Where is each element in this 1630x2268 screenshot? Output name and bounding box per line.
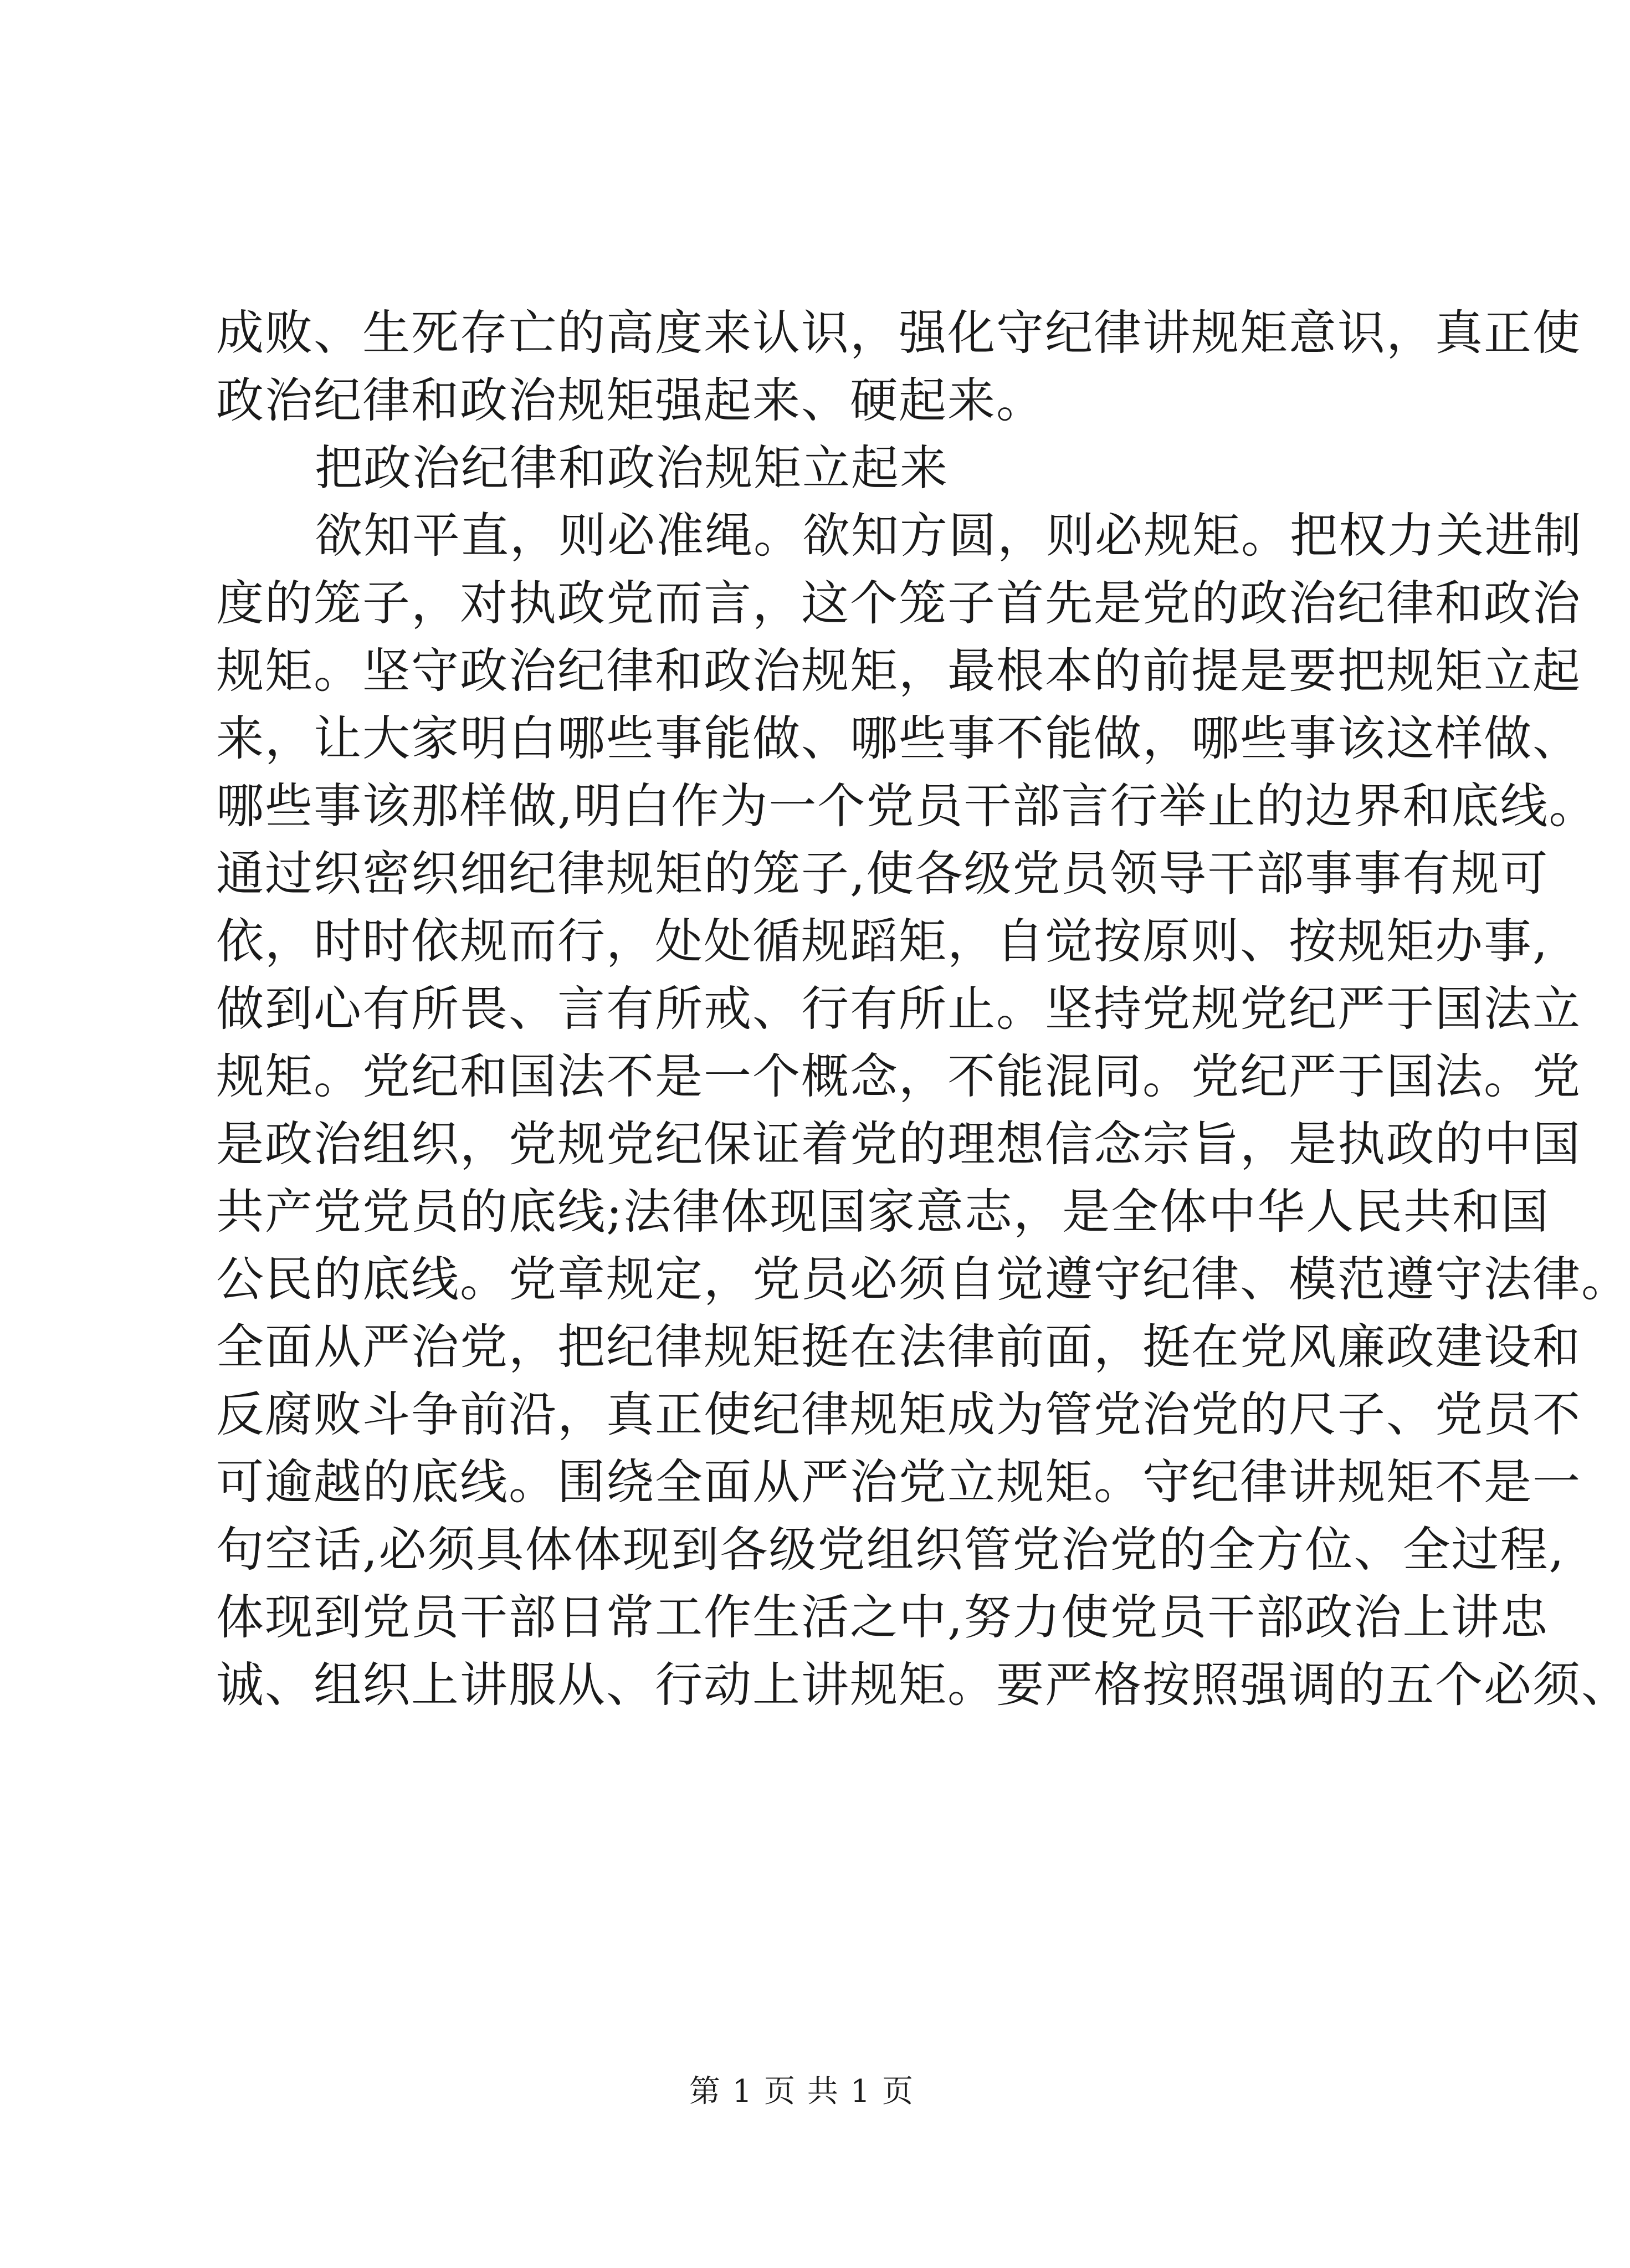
text-line: 规矩。坚守政治纪律和政治规矩，最根本的前提是要把规矩立起 — [216, 643, 1581, 699]
text-line: 反腐败斗争前沿，真正使纪律规矩成为管党治党的尺子、党员不 — [216, 1387, 1581, 1442]
text-line: 句空话,必须具体体现到各级党组织管党治党的全方位、全过程, — [216, 1522, 1565, 1578]
text-line: 通过织密织细纪律规矩的笼子,使各级党员领导干部事事有规可 — [216, 846, 1549, 902]
text-line: 可逾越的底线。围绕全面从严治党立规矩。守纪律讲规矩不是一 — [216, 1455, 1581, 1510]
document-body — [216, 299, 1630, 1719]
text-line: 度的笼子，对执政党而言，这个笼子首先是党的政治纪律和政治 — [216, 576, 1581, 631]
section-heading: 把政治纪律和政治规矩立起来 — [315, 441, 949, 496]
text-line: 政治纪律和政治规矩强起来、硬起来。 — [216, 373, 1045, 428]
text-line: 欲知平直，则必准绳。欲知方圆，则必规矩。把权力关进制 — [315, 508, 1582, 564]
text-line: 成败、生死存亡的高度来认识，强化守纪律讲规矩意识，真正使 — [216, 305, 1581, 361]
text-line: 是政治组织，党规党纪保证着党的理想信念宗旨，是执政的中国 — [216, 1117, 1581, 1172]
text-line: 体现到党员干部日常工作生活之中,努力使党员干部政治上讲忠 — [216, 1590, 1549, 1645]
text-line: 全面从严治党，把纪律规矩挺在法律前面，挺在党风廉政建设和 — [216, 1319, 1581, 1375]
text-line: 来，让大家明白哪些事能做、哪些事不能做，哪些事该这样做、 — [216, 711, 1581, 766]
text-line: 共产党党员的底线;法律体现国家意志，是全体中华人民共和国 — [216, 1184, 1550, 1240]
page-number-label: 第 1 页 共 1 页 — [689, 2074, 915, 2110]
text-line: 规矩。党纪和国法不是一个概念，不能混同。党纪严于国法。党 — [216, 1049, 1581, 1104]
text-line: 哪些事该那样做,明白作为一个党员干部言行举止的边界和底线。 — [216, 779, 1598, 834]
text-line: 公民的底线。党章规定，党员必须自觉遵守纪律、模范遵守法律。 — [216, 1252, 1630, 1307]
text-line: 诚、组织上讲服从、行动上讲规矩。要严格按照强调的五个必须、 — [216, 1657, 1630, 1713]
text-line: 依，时时依规而行，处处循规蹈矩，自觉按原则、按规矩办事, — [216, 914, 1549, 969]
page-footer — [0, 2072, 1603, 2111]
text-line: 做到心有所畏、言有所戒、行有所止。坚持党规党纪严于国法立 — [216, 981, 1581, 1037]
